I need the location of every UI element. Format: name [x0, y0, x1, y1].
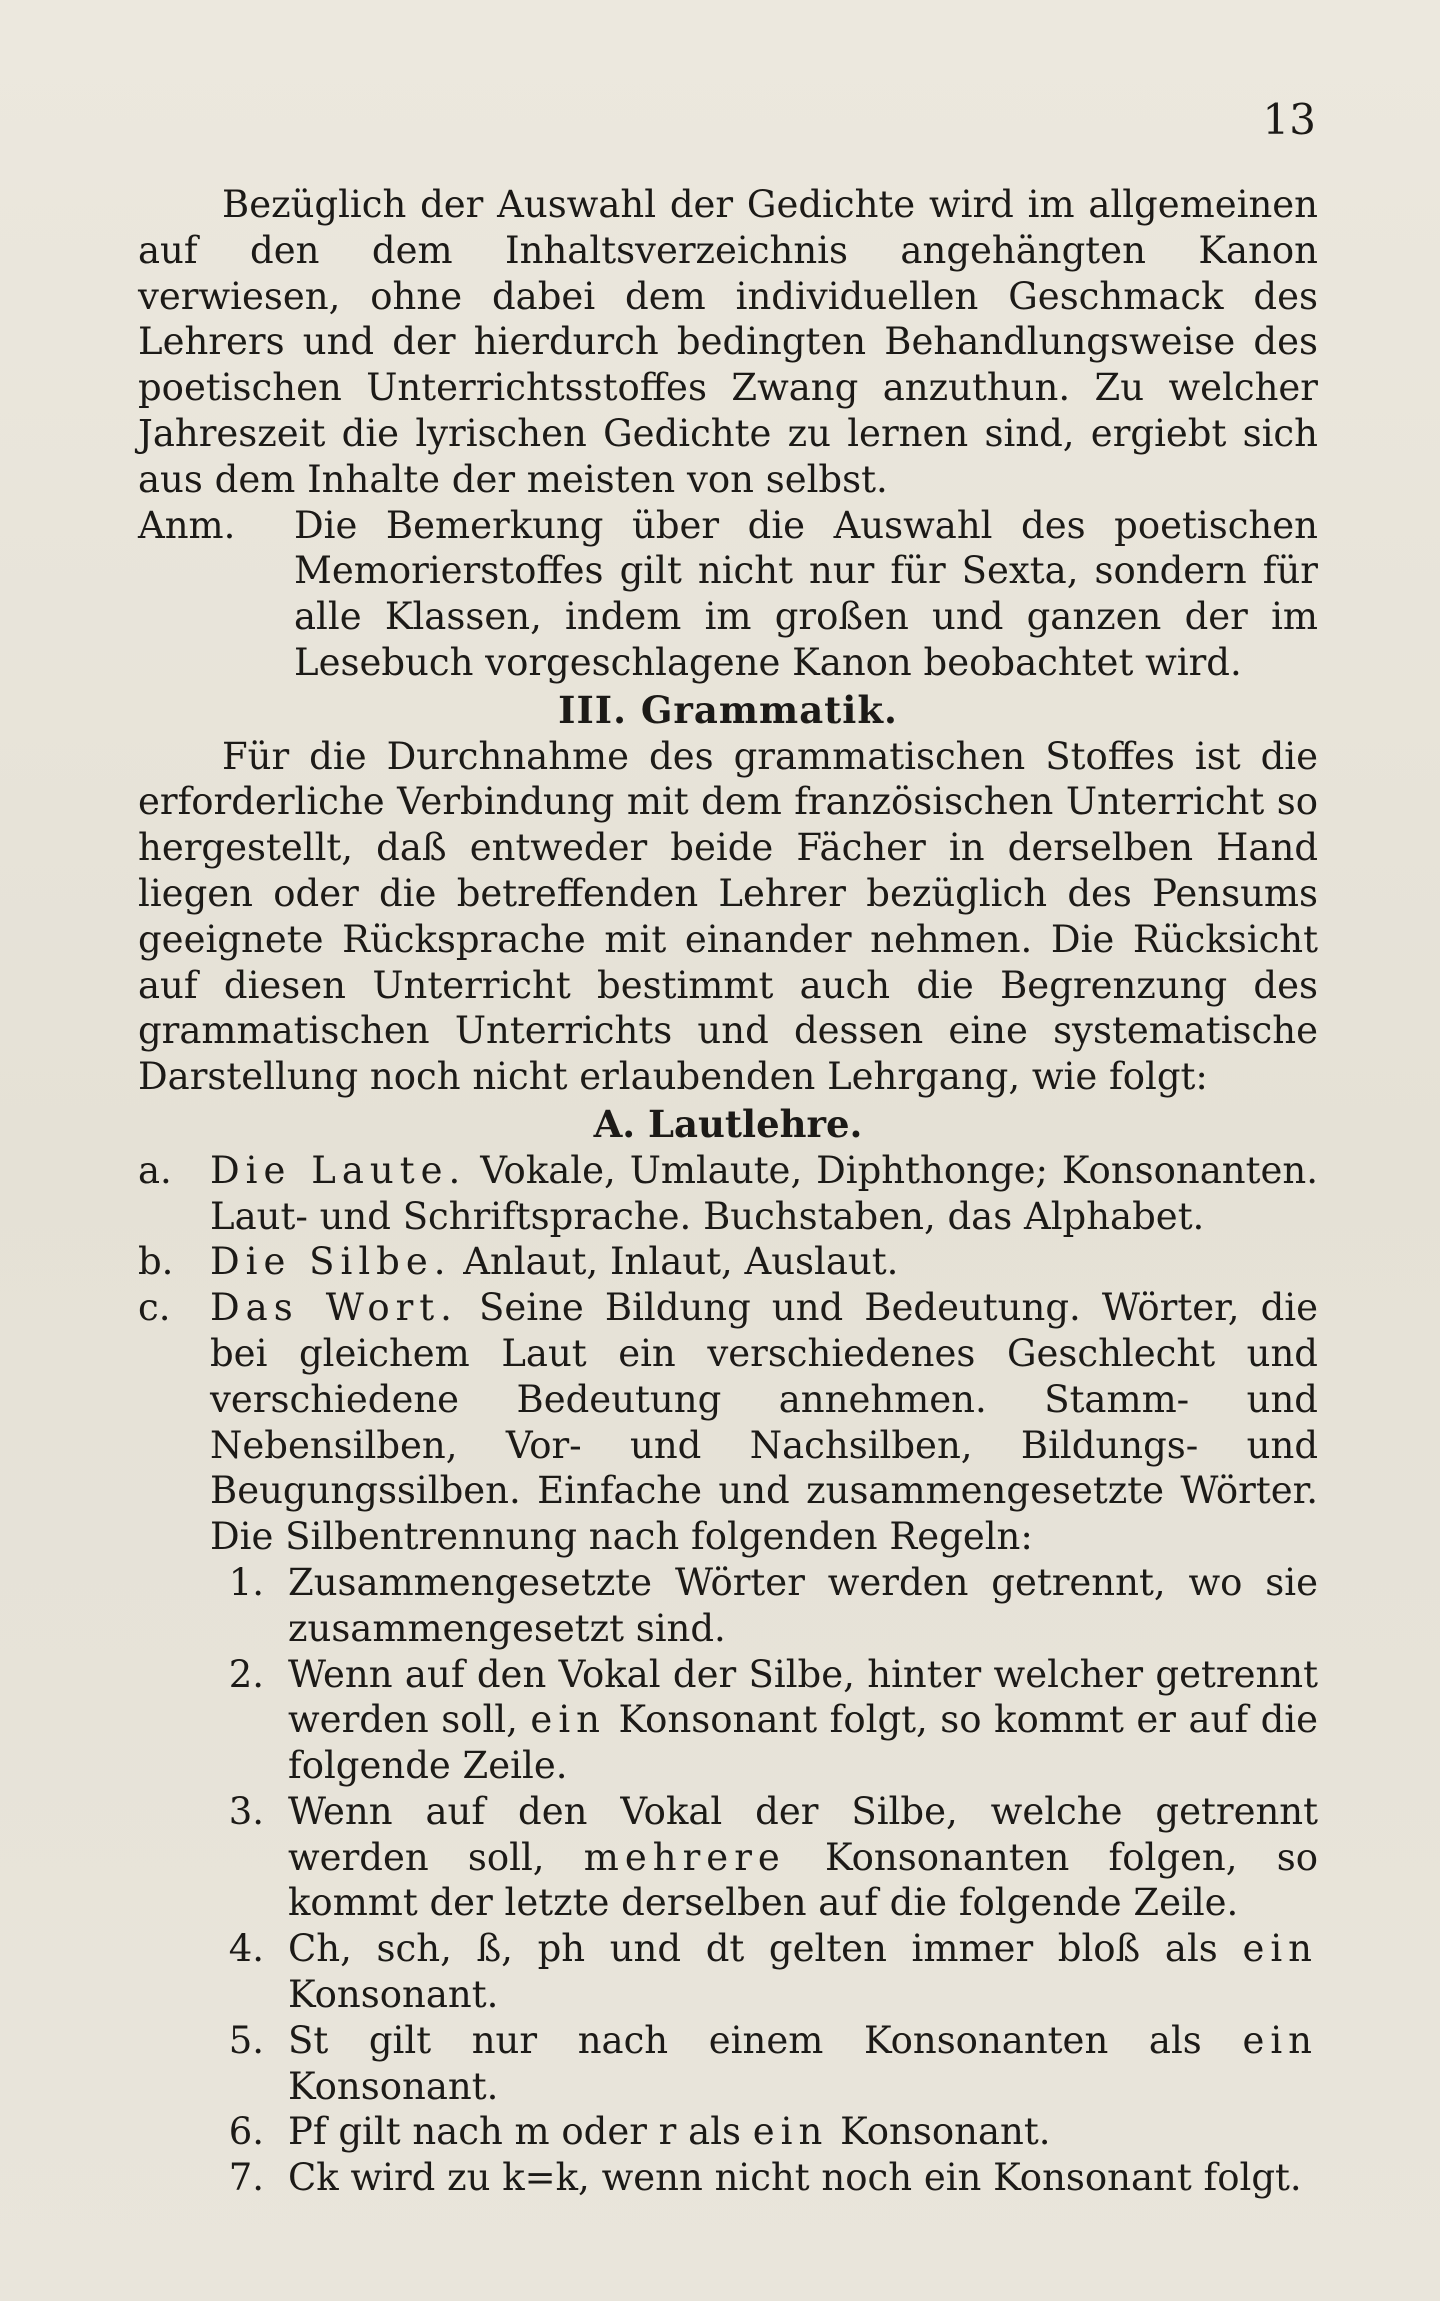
rule-text: Wenn auf den Vokal der Silbe, welche getrennt werden soll,	[288, 1789, 1318, 1879]
rule-4	[138, 1926, 1318, 2018]
item-marker: a.	[138, 1148, 172, 1192]
item-text: Seine Bildung und Bedeutung. Wörter, die bei gleichem Laut ein verschiedenes Geschlecht und verschiedene Bedeutung annehmen. Stamm- und Nebensilben, Vor- und Nachsilben, Bildungs- und Beugungssilben. Einfache und zusammengesetzte Wörter. Die Silbentrennung nach folgenden Regeln:	[210, 1286, 1319, 1559]
item-text: Anlaut, Inlaut, Auslaut.	[463, 1240, 899, 1284]
rule-text: Konsonant.	[288, 1973, 499, 2017]
note-annotation	[138, 503, 1318, 686]
note-text: Die Bemerkung über die Auswahl des poetischen Memorierstoffes gilt nicht nur für Sexta, sondern für alle Klassen, indem im großen und ganzen der im Lesebuch vorgeschlagene Kanon beobachtet wird.	[294, 503, 1318, 684]
list-item-a	[138, 1148, 1318, 1240]
rule-number: 1.	[228, 1560, 264, 1604]
rule-number: 5.	[228, 2018, 264, 2062]
rule-text: Konsonant.	[840, 2110, 1051, 2154]
rule-text: Konsonant folgt, so kommt er auf die folgende Zeile.	[288, 1698, 1318, 1788]
item-marker: c.	[138, 1286, 171, 1330]
item-text: Vokale, Umlaute, Diphthonge; Konsonanten. Laut- und Schriftsprache. Buchstaben, das Alphabet.	[210, 1148, 1318, 1238]
item-term: Die Laute.	[210, 1148, 467, 1192]
rule-emphasis: ein	[752, 2110, 829, 2154]
rule-text: St gilt nur nach einem Konsonanten als	[288, 2018, 1202, 2062]
rule-3	[138, 1789, 1318, 1926]
rule-number: 7.	[228, 2156, 264, 2200]
rule-6	[138, 2109, 1318, 2155]
rule-number: 3.	[228, 1789, 264, 1833]
rule-emphasis: mehrere	[583, 1835, 786, 1879]
rule-number: 6.	[228, 2110, 264, 2154]
page-number: 13	[1262, 95, 1316, 144]
rule-text: Ch, sch, ß, ph und dt gelten immer bloß als	[288, 1927, 1218, 1971]
rule-2	[138, 1652, 1318, 1789]
item-term: Das Wort.	[210, 1286, 458, 1330]
page-text	[138, 182, 1318, 2201]
rule-number: 2.	[228, 1652, 264, 1696]
note-label: Anm.	[138, 503, 236, 547]
list-item-b	[138, 1239, 1318, 1285]
rule-text: Ck wird zu k=k, wenn nicht noch ein Konsonant folgt.	[288, 2156, 1302, 2200]
section-heading: III. Grammatik.	[558, 687, 898, 732]
rule-text: Konsonanten folgen, so kommt der letzte derselben auf die folgende Zeile.	[288, 1835, 1318, 1925]
item-term: Die Silbe.	[210, 1240, 452, 1284]
rule-number: 4.	[228, 1927, 264, 1971]
rule-7	[138, 2155, 1318, 2201]
list-item-c	[138, 1285, 1318, 1560]
paragraph-poem-selection: Bezüglich der Auswahl der Gedichte wird im allgemeinen auf den dem Inhaltsverzeichnis angehängten Kanon verwiesen, ohne dabei dem individuellen Geschmack des Lehrers und der hierdurch bedingten Behandlungsweise des poetischen Unterrichtsstoffes Zwang anzuthun. Zu welcher Jahreszeit die lyrischen Gedichte zu lernen sind, ergiebt sich aus dem Inhalte der meisten von selbst.	[138, 183, 1318, 501]
rule-emphasis: ein	[1242, 2018, 1318, 2062]
rule-emphasis: ein	[530, 1698, 606, 1742]
rule-text: Pf gilt nach m oder r als	[288, 2110, 742, 2154]
rule-emphasis: ein	[1242, 1927, 1318, 1971]
rule-text: Wenn auf den Vokal der Silbe, hinter welcher getrennt werden soll,	[288, 1652, 1318, 1742]
rule-1	[138, 1560, 1318, 1652]
rule-5	[138, 2018, 1318, 2110]
rule-text: Konsonant.	[288, 2064, 499, 2108]
paragraph-grammar-intro: Für die Durchnahme des grammatischen Stoffes ist die erforderliche Verbindung mit dem französischen Unterricht so hergestellt, daß entweder beide Fächer in derselben Hand liegen oder die betreffenden Lehrer bezüglich des Pensums geeignete Rücksprache mit einander nehmen. Die Rücksicht auf diesen Unterricht bestimmt auch die Begrenzung des grammatischen Unterrichts und dessen eine systematische Darstellung noch nicht erlaubenden Lehrgang, wie folgt:	[138, 734, 1318, 1099]
item-marker: b.	[138, 1240, 174, 1284]
subsection-heading: A. Lautlehre.	[593, 1101, 863, 1146]
rule-text: Zusammengesetzte Wörter werden getrennt, wo sie zusammengesetzt sind.	[288, 1560, 1318, 1650]
